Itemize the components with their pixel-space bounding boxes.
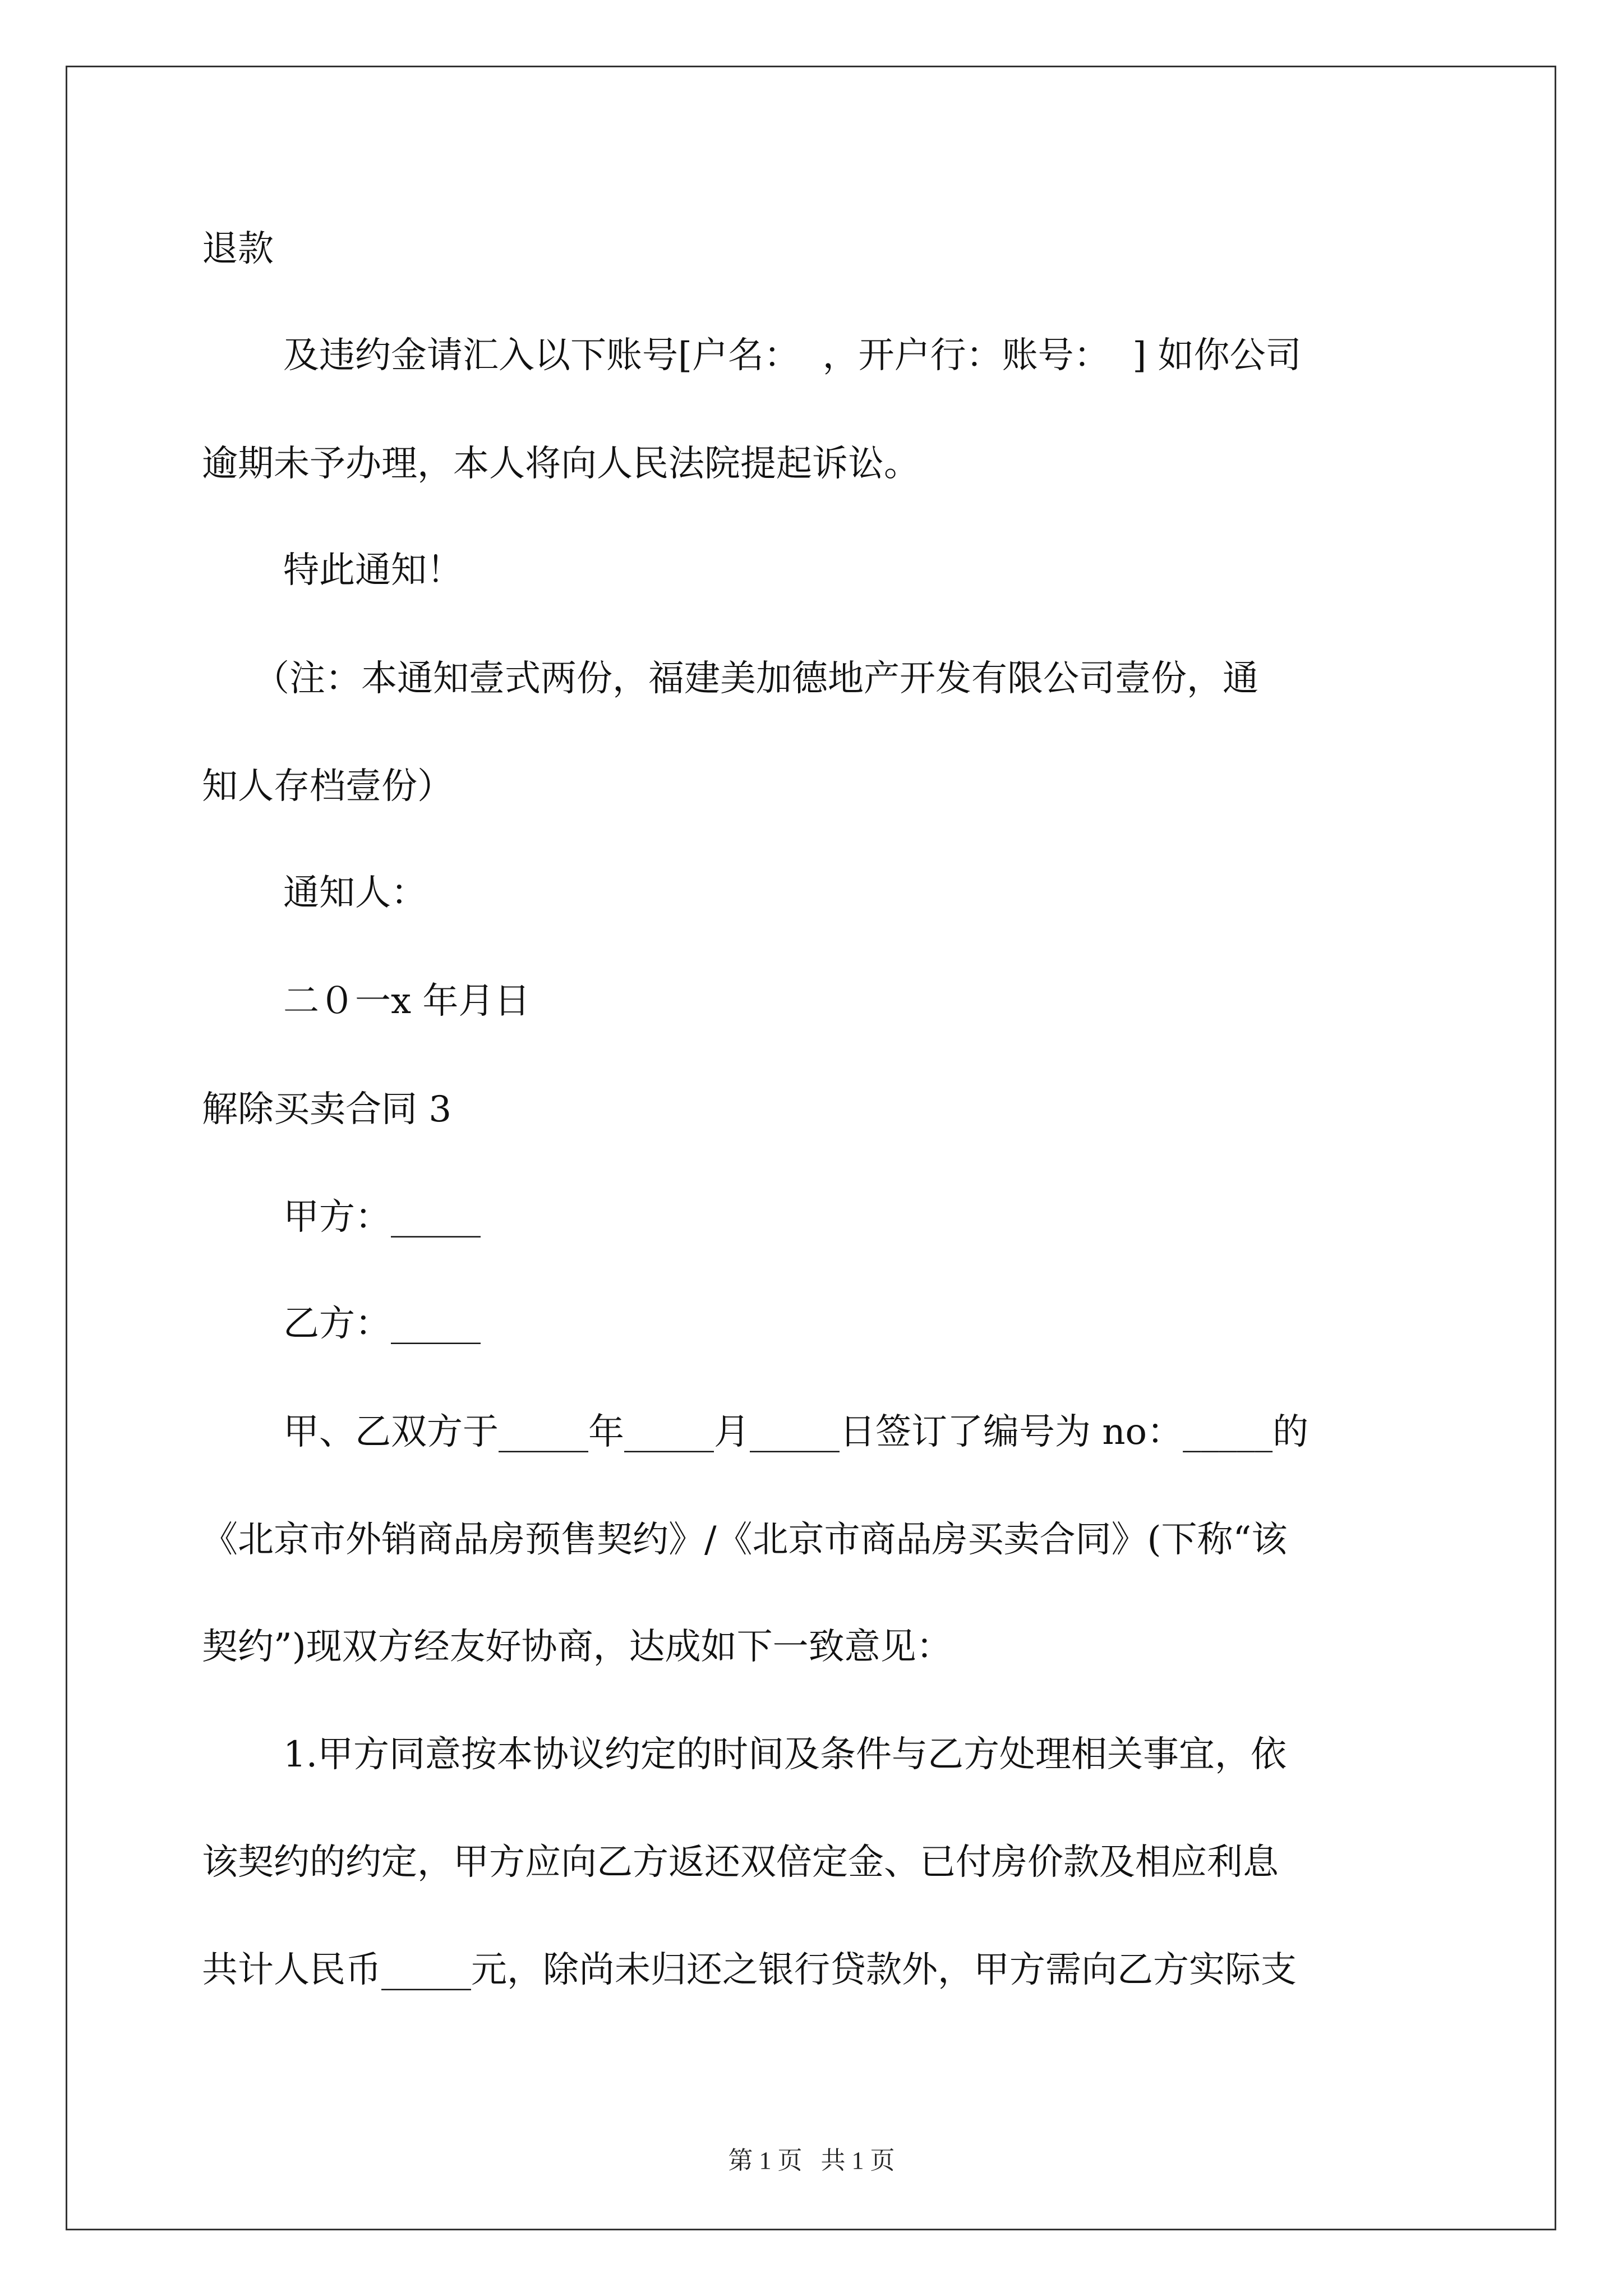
text-line-agreement: 契约”)现双方经友好协商，达成如下一致意见：: [202, 1626, 952, 1668]
text-line-note: （注：本通知壹式两份，福建美加德地产开发有限公司壹份，通: [253, 658, 1258, 700]
text-line-contract-name: 《北京市外销商品房预售契约》/《北京市商品房买卖合同》(下称“该: [202, 1519, 1288, 1561]
section-title: 解除买卖合同 3: [202, 1089, 452, 1130]
text-line-notice: 特此通知！: [283, 550, 463, 591]
text-line-clause-1: 1.甲方同意按本协议约定的时间及条件与乙方处理相关事宜，依: [283, 1734, 1287, 1775]
text-line-lawsuit: 逾期未予办理，本人将向人民法院提起诉讼。: [202, 443, 920, 485]
text-line-clause-1-end: 共计人民币_____元，除尚未归还之银行贷款外，甲方需向乙方实际支: [202, 1949, 1297, 1991]
text-line-refund: 退款: [202, 228, 274, 270]
text-line-party-b: 乙方：_____: [283, 1303, 481, 1345]
page-footer: 第 1 页 共 1 页: [728, 2147, 895, 2174]
text-line-contract-date: 甲、乙双方于_____年_____月_____日签订了编号为 no：_____的: [283, 1411, 1309, 1453]
text-line-note-cont: 知人存档壹份）: [202, 766, 453, 807]
text-line-clause-1-cont: 该契约的约定，甲方应向乙方返还双倍定金、已付房价款及相应利息: [202, 1842, 1279, 1883]
page-frame: [66, 66, 1556, 2230]
text-line-party-a: 甲方：_____: [283, 1197, 481, 1238]
text-line-account: 及违约金请汇入以下账号[户名： ，开户行：账号： ] 如你公司: [283, 335, 1302, 376]
text-line-notifier: 通知人：: [283, 872, 427, 914]
text-line-date: 二０一x 年月日: [283, 981, 531, 1022]
